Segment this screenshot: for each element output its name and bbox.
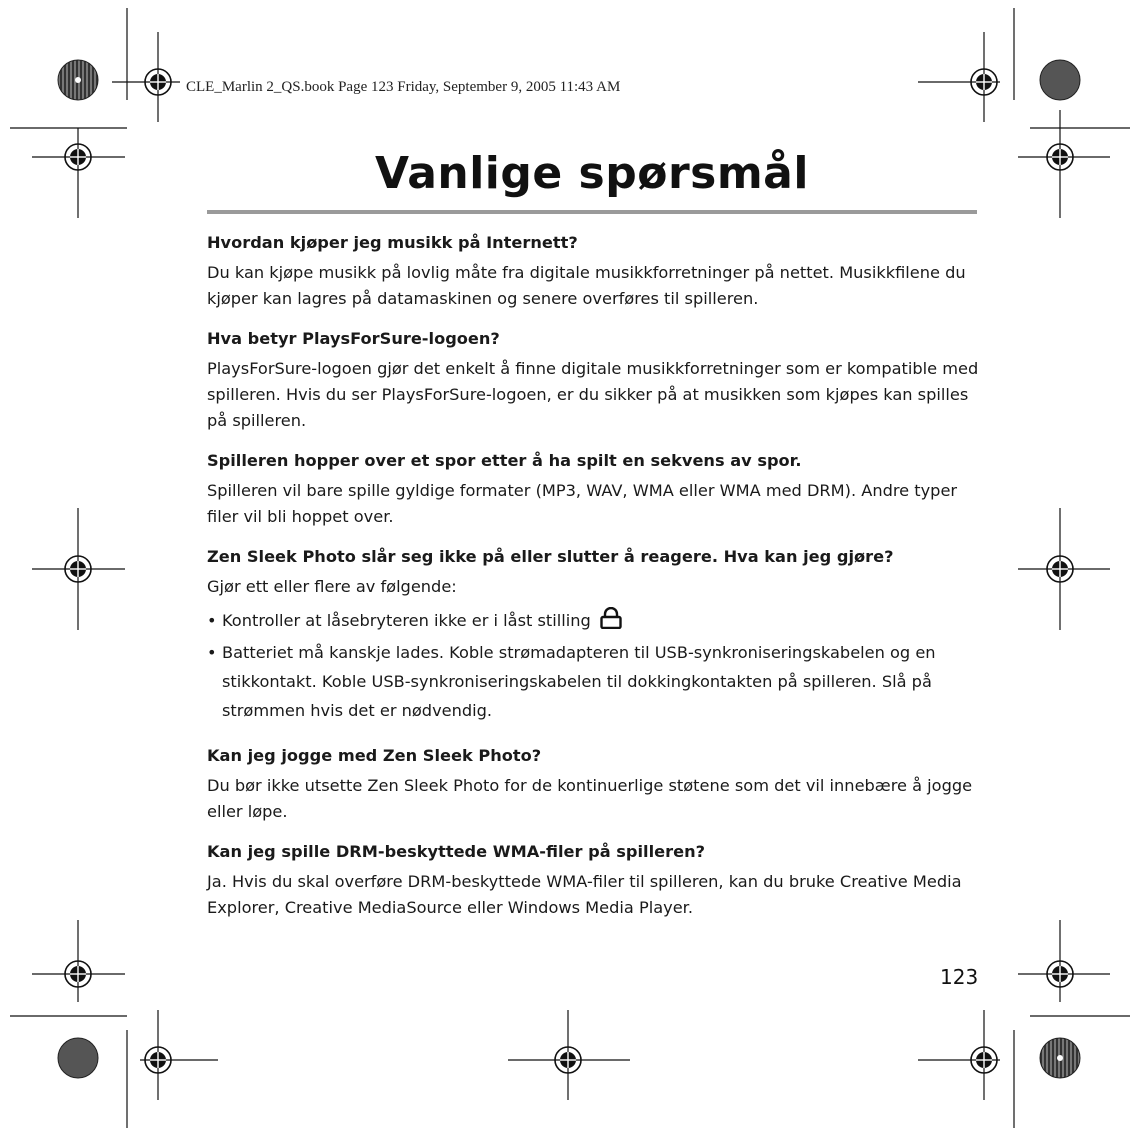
- print-slug: CLE_Marlin 2_QS.book Page 123 Friday, September 9, 2005 11:43 AM: [186, 79, 621, 95]
- faq-question: Kan jeg spille DRM-beskyttede WMA-filer på spilleren?: [207, 842, 705, 861]
- faq-item: [207, 230, 982, 312]
- page-number: 123: [940, 965, 979, 989]
- faq-answer: Spilleren vil bare spille gyldige formater (MP3, WAV, WMA eller WMA med DRM). Andre typer filer vil bli hoppet over.: [207, 481, 958, 526]
- faq-answer: Du bør ikke utsette Zen Sleek Photo for de kontinuerlige støtene som det vil innebære å jogge eller løpe.: [207, 776, 973, 821]
- faq-item: [207, 544, 982, 725]
- list-item: [207, 606, 982, 638]
- color-wheel-icon: [58, 60, 98, 100]
- lock-icon: [599, 607, 623, 638]
- faq-question: Spilleren hopper over et spor etter å ha spilt en sekvens av spor.: [207, 451, 802, 470]
- faq-question: Hva betyr PlaysForSure-logoen?: [207, 329, 500, 348]
- color-wheel-icon: [1040, 60, 1080, 100]
- faq-item: [207, 743, 982, 825]
- faq-item: [207, 326, 982, 434]
- troubleshooting-list: [207, 606, 982, 725]
- faq-content: [207, 230, 982, 935]
- page-title: Vanlige spørsmål: [375, 148, 809, 199]
- faq-item: [207, 448, 982, 530]
- faq-item: [207, 839, 982, 921]
- list-item-text: Batteriet må kanskje lades. Koble strømadapteren til USB-synkroniseringskabelen og en stikkontakt. Koble USB-synkroniseringskabelen til dokkingkontakten på spilleren. Slå på strømmen hvis det er nødvendig.: [222, 643, 936, 720]
- list-item-text: Kontroller at låsebryteren ikke er i låst stilling: [222, 611, 591, 630]
- title-rule: [207, 210, 977, 214]
- faq-answer: Du kan kjøpe musikk på lovlig måte fra digitale musikkforretninger på nettet. Musikkfilene du kjøper kan lagres på datamaskinen og senere overføres til spilleren.: [207, 263, 966, 308]
- faq-question: Zen Sleek Photo slår seg ikke på eller slutter å reagere. Hva kan jeg gjøre?: [207, 547, 894, 566]
- faq-answer: Ja. Hvis du skal overføre DRM-beskyttede WMA-filer til spilleren, kan du bruke Creative Media Explorer, Creative MediaSource eller Windows Media Player.: [207, 872, 962, 917]
- faq-answer: Gjør ett eller flere av følgende:: [207, 577, 457, 596]
- faq-question: Hvordan kjøper jeg musikk på Internett?: [207, 233, 578, 252]
- list-item: [207, 638, 982, 725]
- color-wheel-icon: [58, 1038, 98, 1078]
- color-wheel-icon: [1040, 1038, 1080, 1078]
- faq-question: Kan jeg jogge med Zen Sleek Photo?: [207, 746, 542, 765]
- faq-answer: PlaysForSure-logoen gjør det enkelt å finne digitale musikkforretninger som er kompatible med spilleren. Hvis du ser PlaysForSure-logoen, er du sikker på at musikken som kjøpes kan spilles på spilleren.: [207, 359, 979, 430]
